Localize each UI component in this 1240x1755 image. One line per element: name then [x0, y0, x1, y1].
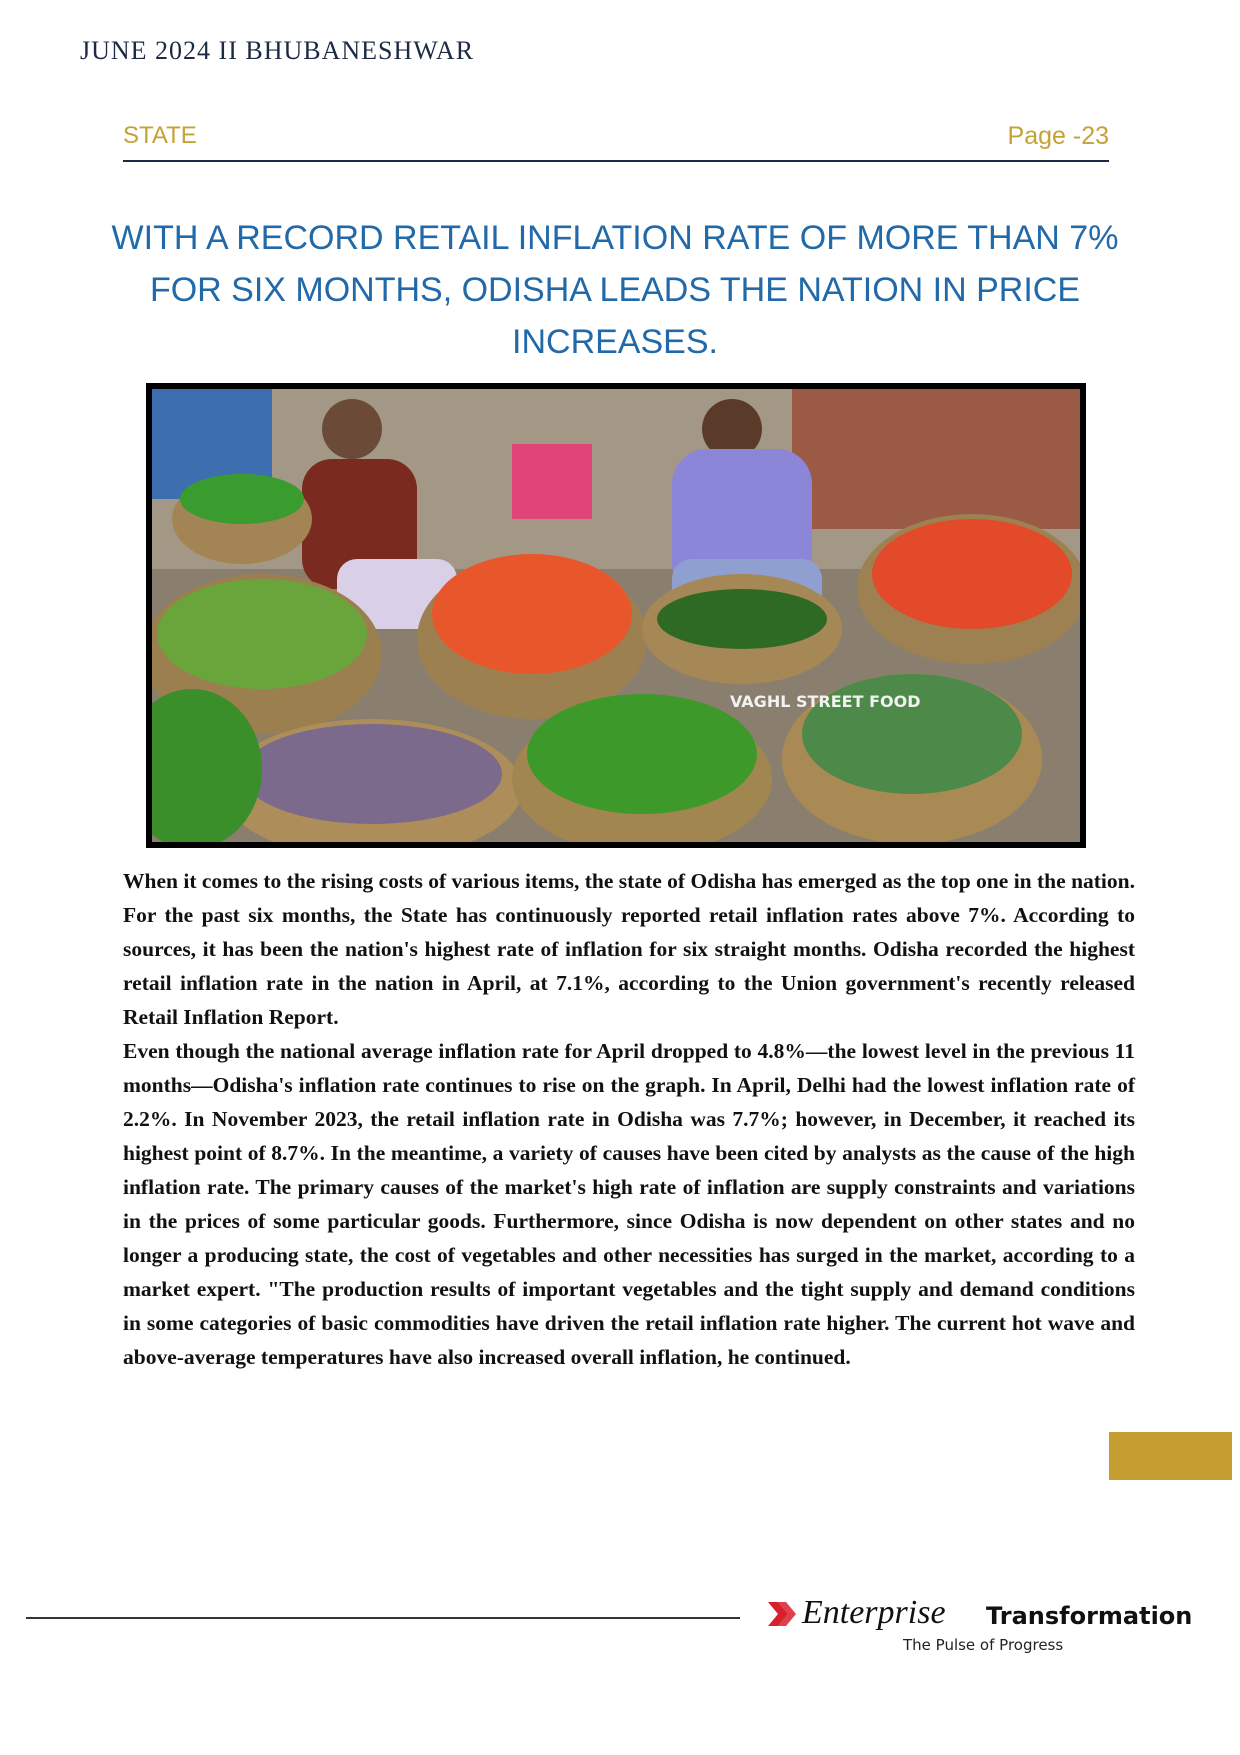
brand-name-transformation: Transformation	[986, 1602, 1193, 1630]
dateline: JUNE 2024 II BHUBANESHWAR	[80, 36, 475, 65]
brand-arrow-icon	[768, 1600, 796, 1630]
article-paragraph: When it comes to the rising costs of various items, the state of Odisha has emerged as the top one in the nation. For the past six months, the State has continuously reported retail inflation rates above 7%. According to sources, it has been the nation's highest rate of inflation for six straight months. Odisha recorded the highest retail inflation rate in the nation in April, at 7.1%, according to the Union government's recently released Retail Inflation Report.	[123, 869, 1135, 1029]
page-number: Page -23	[1007, 122, 1109, 150]
header-divider	[123, 160, 1109, 162]
article-photo	[146, 383, 1086, 848]
brand-logo	[768, 1594, 1208, 1664]
photo-watermark: VAGHL STREET FOOD	[730, 692, 921, 711]
footer-divider	[26, 1617, 740, 1619]
gold-page-tab	[1109, 1432, 1232, 1480]
section-label: STATE	[123, 122, 197, 149]
brand-tagline: The Pulse of Progress	[903, 1636, 1064, 1654]
article-headline: WITH A RECORD RETAIL INFLATION RATE OF MORE THAN 7% FOR SIX MONTHS, ODISHA LEADS THE NATION IN PRICE INCREASES.	[111, 219, 1119, 361]
article-paragraph: Even though the national average inflation rate for April dropped to 4.8%—the lowest level in the previous 11 months—Odisha's inflation rate continues to rise on the graph. In April, Delhi had the lowest inflation rate of 2.2%. In November 2023, the retail inflation rate in Odisha was 7.7%; however, in December, it reached its highest point of 8.7%. In the meantime, a variety of causes have been cited by analysts as the cause of the high inflation rate. The primary causes of the market's high rate of inflation are supply constraints and variations in the prices of some particular goods. Furthermore, since Odisha is now dependent on other states and no longer a producing state, the cost of vegetables and other necessities has surged in the market, according to a market expert. "The production results of important vegetables and the tight supply and demand conditions in some categories of basic commodities have driven the retail inflation rate higher. The current hot wave and above-average temperatures have also increased overall inflation, he continued.	[123, 1039, 1135, 1369]
article-body	[123, 864, 1135, 1374]
vegetable-market-photo	[152, 389, 1080, 842]
brand-name-enterprise: Enterprise	[802, 1594, 946, 1631]
